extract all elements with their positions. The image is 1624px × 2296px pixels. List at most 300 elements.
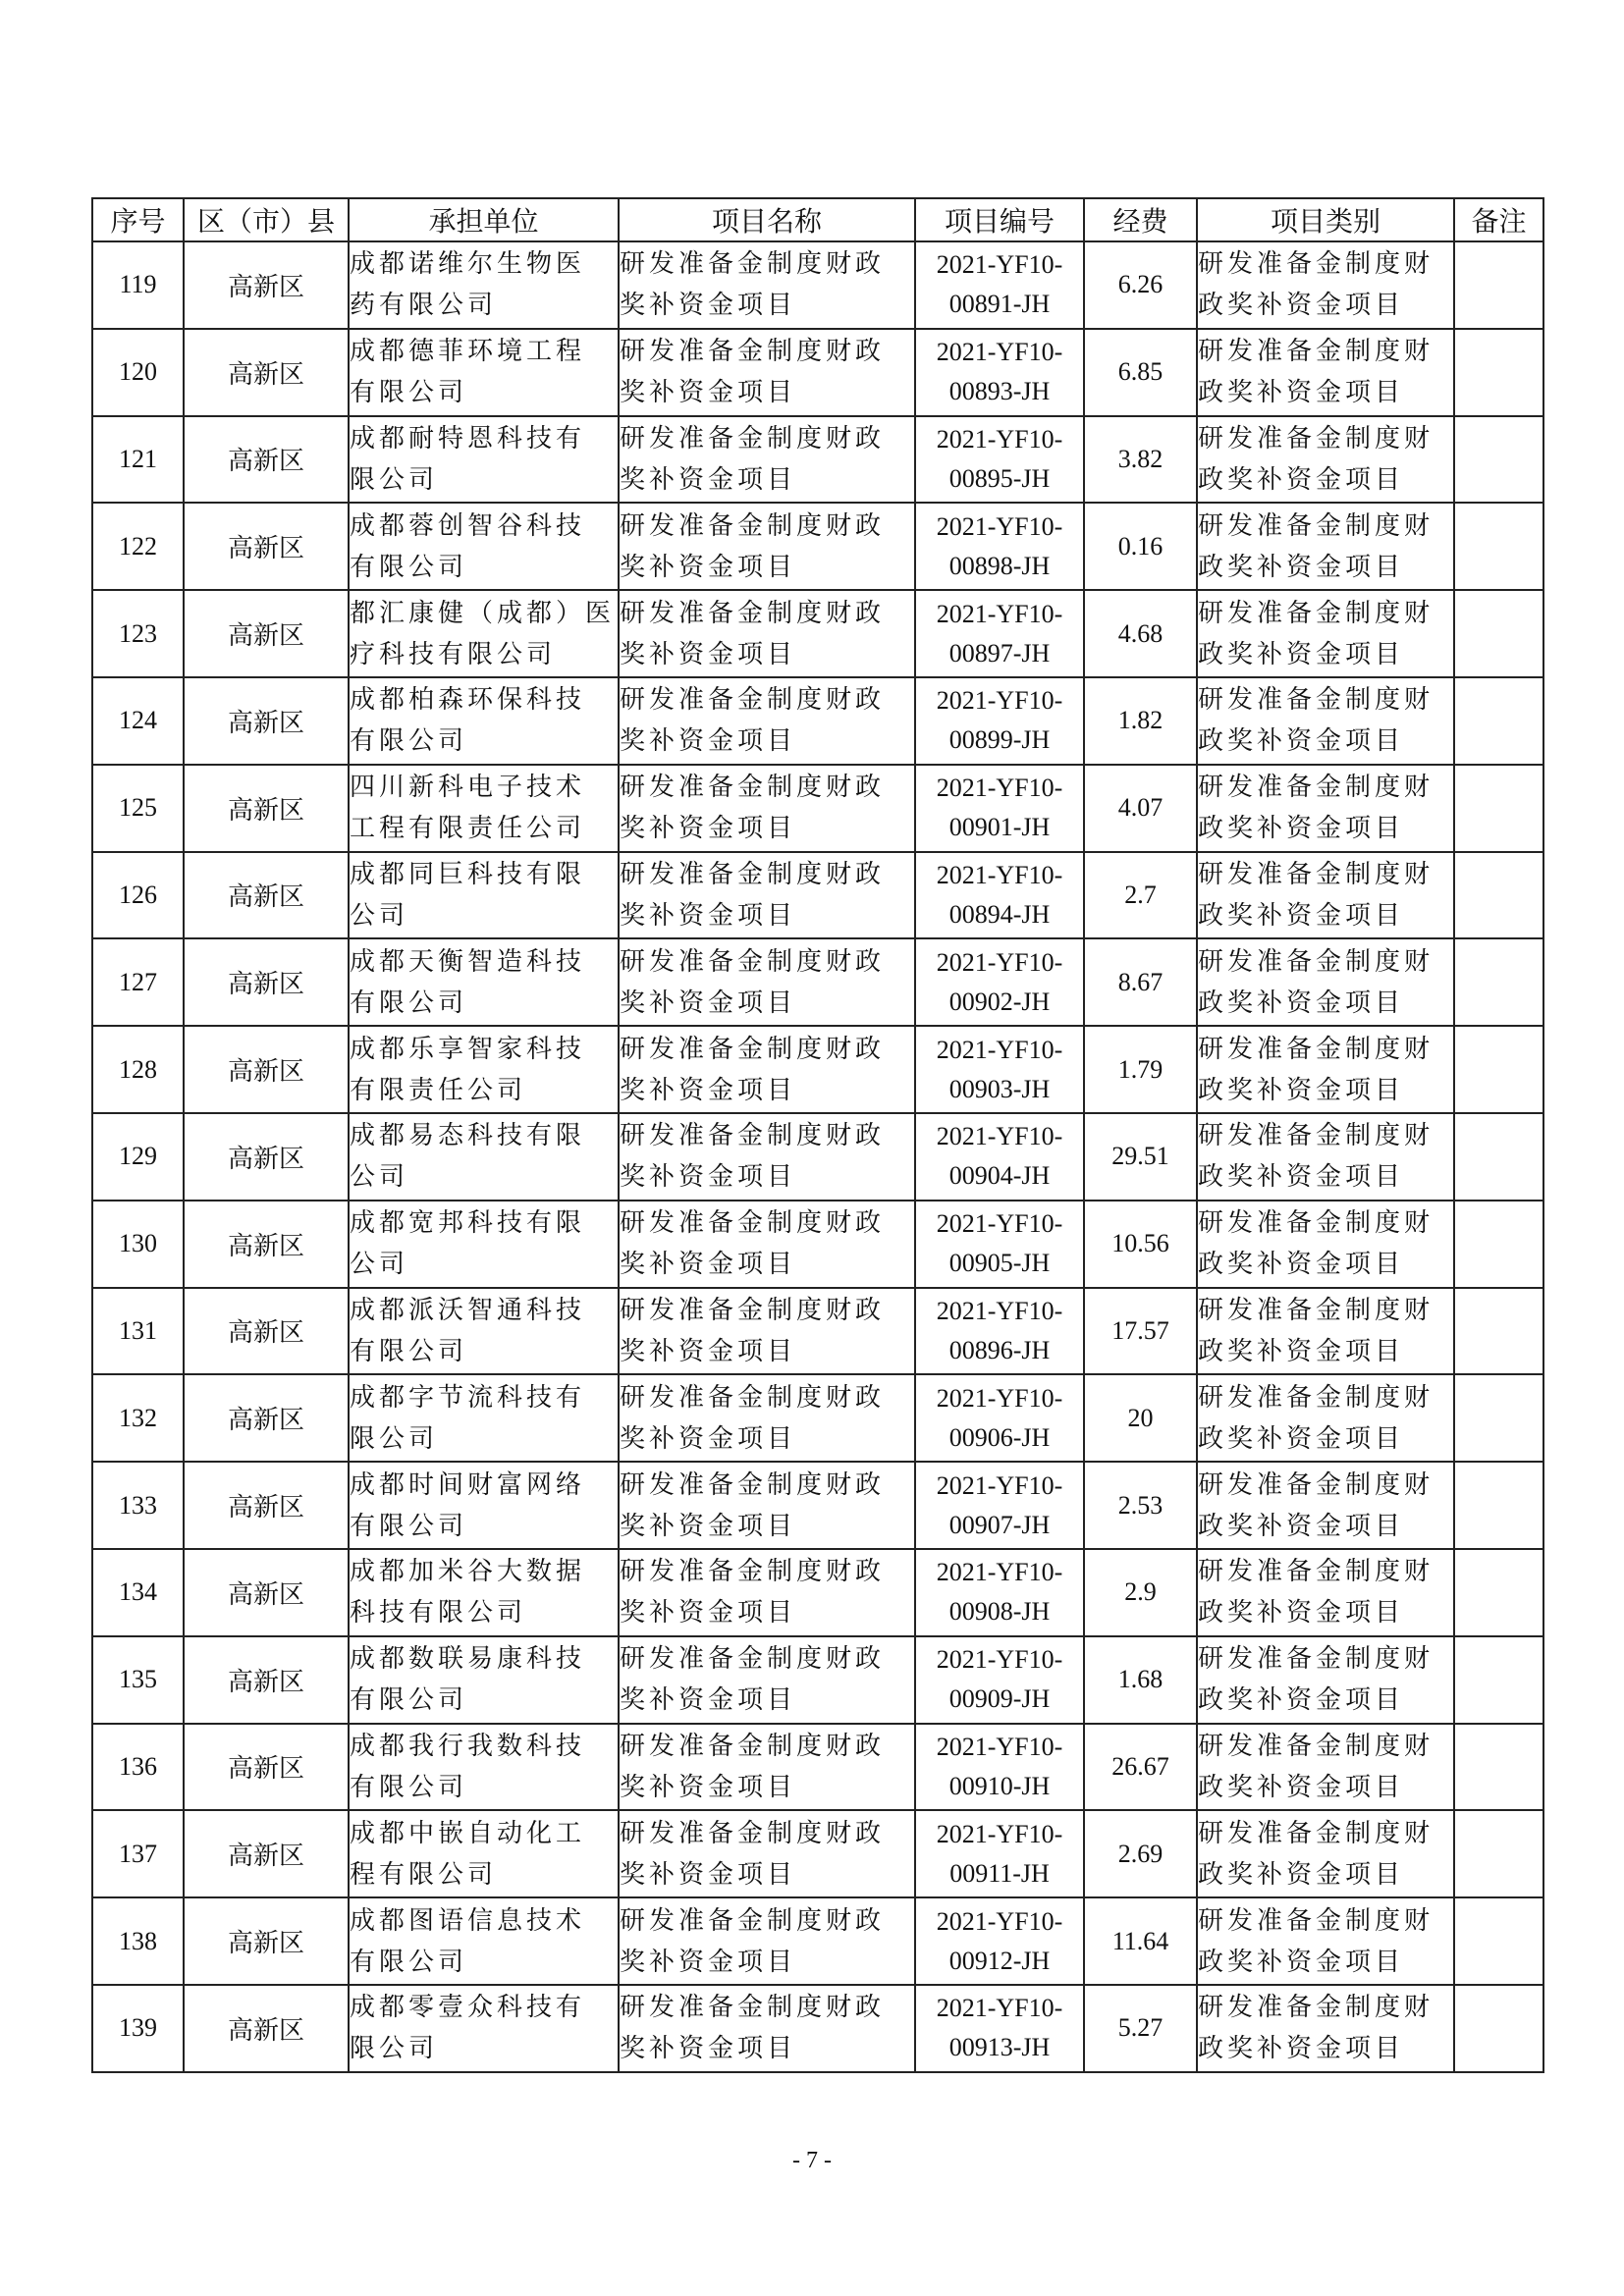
unit-cell: [349, 1462, 619, 1549]
table-row: [92, 1113, 1543, 1201]
remarks-cell: [1454, 1374, 1543, 1462]
project-code-line: 2021-YF10-: [936, 424, 1063, 454]
project-code-cell: [915, 590, 1084, 677]
project-code-cell: [915, 1113, 1084, 1201]
category-line: 政奖补资金项目: [1198, 464, 1405, 495]
unit-line: 都汇康健（成都）医: [350, 598, 616, 628]
unit-line: 有限责任公司: [350, 1075, 527, 1105]
district-cell: 高新区: [184, 1462, 349, 1549]
unit-line: 成都时间财富网络: [350, 1469, 586, 1500]
project-code-line: 00903-JH: [948, 1074, 1051, 1103]
project-code-line: 2021-YF10-: [936, 511, 1063, 541]
project-code-line: 2021-YF10-: [936, 1645, 1063, 1675]
project-code-line: 2021-YF10-: [936, 1296, 1063, 1325]
project-code-cell: [915, 1810, 1084, 1897]
unit-cell: [349, 1897, 619, 1985]
project-name-line: 研发准备金制度财政: [620, 1644, 886, 1675]
table-header-row: [92, 198, 1543, 241]
project-name-line: 研发准备金制度财政: [620, 685, 886, 716]
category-line: 政奖补资金项目: [1198, 552, 1405, 582]
project-code-line: 2021-YF10-: [936, 774, 1063, 803]
district-cell: 高新区: [184, 1985, 349, 2072]
project-code-line: 2021-YF10-: [936, 1732, 1063, 1761]
project-code-line: 00906-JH: [948, 1422, 1051, 1452]
project-code-cell: [915, 1724, 1084, 1811]
remarks-cell: [1454, 1201, 1543, 1288]
project-code-line: 2021-YF10-: [936, 1470, 1063, 1500]
category-line: 政奖补资金项目: [1198, 1250, 1405, 1280]
remarks-cell: [1454, 938, 1543, 1026]
district-cell: 高新区: [184, 1288, 349, 1375]
project-name-cell: [619, 1113, 915, 1201]
project-name-cell: [619, 1724, 915, 1811]
project-name-line: 研发准备金制度财政: [620, 1382, 886, 1413]
remarks-cell: [1454, 1724, 1543, 1811]
unit-cell: [349, 1810, 619, 1897]
project-code-cell: [915, 1549, 1084, 1636]
project-code-cell: [915, 852, 1084, 939]
category-cell: [1197, 1897, 1454, 1985]
unit-cell: [349, 241, 619, 329]
project-code-line: 2021-YF10-: [936, 947, 1063, 977]
unit-cell: [349, 503, 619, 590]
remarks-cell: [1454, 1113, 1543, 1201]
project-code-line: 00911-JH: [949, 1858, 1050, 1888]
project-code-line: 00894-JH: [948, 899, 1051, 929]
remarks-cell: [1454, 765, 1543, 852]
project-name-line: 奖补资金项目: [620, 1511, 797, 1541]
funding-cell: 3.82: [1084, 416, 1197, 504]
project-name-cell: [619, 1462, 915, 1549]
unit-line: 成都字节流科技有: [350, 1382, 586, 1413]
funding-cell: 6.85: [1084, 329, 1197, 416]
funding-cell: 11.64: [1084, 1897, 1197, 1985]
table-row: [92, 1810, 1543, 1897]
seq-cell: 119: [92, 241, 184, 329]
category-line: 政奖补资金项目: [1198, 726, 1405, 757]
funding-cell: 1.82: [1084, 677, 1197, 765]
unit-cell: [349, 677, 619, 765]
seq-cell: 134: [92, 1549, 184, 1636]
unit-cell: [349, 416, 619, 504]
table-row: [92, 1549, 1543, 1636]
category-line: 研发准备金制度财: [1198, 1382, 1435, 1413]
table-row: [92, 241, 1543, 329]
project-name-line: 奖补资金项目: [620, 464, 797, 495]
category-line: 研发准备金制度财: [1198, 1295, 1435, 1325]
unit-line: 有限公司: [350, 1685, 468, 1716]
project-name-cell: [619, 503, 915, 590]
unit-line: 成都宽邦科技有限: [350, 1208, 586, 1239]
funding-cell: 26.67: [1084, 1724, 1197, 1811]
unit-line: 有限公司: [350, 1947, 468, 1977]
project-name-line: 奖补资金项目: [620, 988, 797, 1018]
project-name-line: 研发准备金制度财政: [620, 1034, 886, 1064]
project-name-line: 研发准备金制度财政: [620, 1469, 886, 1500]
project-code-cell: [915, 1897, 1084, 1985]
project-code-line: 2021-YF10-: [936, 599, 1063, 628]
category-line: 研发准备金制度财: [1198, 1905, 1435, 1936]
district-cell: 高新区: [184, 1026, 349, 1113]
project-code-line: 2021-YF10-: [936, 1558, 1063, 1587]
funding-cell: 10.56: [1084, 1201, 1197, 1288]
project-code-line: 00905-JH: [948, 1249, 1051, 1278]
project-name-cell: [619, 1985, 915, 2072]
category-line: 政奖补资金项目: [1198, 291, 1405, 321]
category-line: 研发准备金制度财: [1198, 1208, 1435, 1239]
district-cell: 高新区: [184, 1113, 349, 1201]
project-code-line: 00904-JH: [948, 1161, 1051, 1191]
category-line: 政奖补资金项目: [1198, 2034, 1405, 2064]
unit-line: 有限公司: [350, 1511, 468, 1541]
table-row: [92, 1985, 1543, 2072]
unit-line: 成都我行我数科技: [350, 1731, 586, 1761]
remarks-cell: [1454, 852, 1543, 939]
project-code-line: 2021-YF10-: [936, 1819, 1063, 1848]
unit-cell: [349, 1636, 619, 1724]
district-cell: 高新区: [184, 1810, 349, 1897]
table-row: [92, 938, 1543, 1026]
project-name-cell: [619, 677, 915, 765]
category-cell: [1197, 1810, 1454, 1897]
category-cell: [1197, 677, 1454, 765]
district-cell: 高新区: [184, 765, 349, 852]
header-district: 区（市）县: [184, 198, 349, 241]
table-row: [92, 1374, 1543, 1462]
table-row: [92, 1636, 1543, 1724]
project-name-line: 奖补资金项目: [620, 1250, 797, 1280]
unit-line: 成都易态科技有限: [350, 1121, 586, 1151]
remarks-cell: [1454, 590, 1543, 677]
project-name-line: 研发准备金制度财政: [620, 510, 886, 541]
table-row: [92, 416, 1543, 504]
project-code-line: 00901-JH: [948, 813, 1051, 842]
category-cell: [1197, 765, 1454, 852]
project-name-cell: [619, 1549, 915, 1636]
category-cell: [1197, 1636, 1454, 1724]
category-line: 政奖补资金项目: [1198, 378, 1405, 408]
unit-line: 成都耐特恩科技有: [350, 423, 586, 454]
unit-line: 限公司: [350, 464, 439, 495]
project-code-cell: [915, 1201, 1084, 1288]
project-code-line: 00895-JH: [948, 463, 1051, 493]
category-line: 研发准备金制度财: [1198, 685, 1435, 716]
unit-line: 有限公司: [350, 1772, 468, 1802]
unit-line: 成都乐享智家科技: [350, 1034, 586, 1064]
table-row: [92, 1026, 1543, 1113]
header-funding: 经费: [1084, 198, 1197, 241]
table-row: [92, 590, 1543, 677]
funding-cell: 6.26: [1084, 241, 1197, 329]
category-cell: [1197, 1985, 1454, 2072]
project-name-cell: [619, 329, 915, 416]
unit-line: 有限公司: [350, 1336, 468, 1366]
project-name-line: 奖补资金项目: [620, 1947, 797, 1977]
category-cell: [1197, 1026, 1454, 1113]
project-name-line: 奖补资金项目: [620, 814, 797, 844]
funding-cell: 4.07: [1084, 765, 1197, 852]
project-table: [91, 197, 1544, 2073]
category-line: 政奖补资金项目: [1198, 1511, 1405, 1541]
seq-cell: 125: [92, 765, 184, 852]
project-code-line: 2021-YF10-: [936, 686, 1063, 716]
remarks-cell: [1454, 1985, 1543, 2072]
header-seq: 序号: [92, 198, 184, 241]
category-cell: [1197, 1113, 1454, 1201]
project-code-line: 2021-YF10-: [936, 338, 1063, 367]
project-name-line: 奖补资金项目: [620, 1859, 797, 1890]
remarks-cell: [1454, 241, 1543, 329]
project-code-line: 00893-JH: [948, 377, 1051, 406]
project-code-cell: [915, 241, 1084, 329]
remarks-cell: [1454, 1026, 1543, 1113]
category-line: 政奖补资金项目: [1198, 1423, 1405, 1454]
category-line: 研发准备金制度财: [1198, 1644, 1435, 1675]
remarks-cell: [1454, 416, 1543, 504]
category-cell: [1197, 503, 1454, 590]
category-line: 研发准备金制度财: [1198, 423, 1435, 454]
seq-cell: 128: [92, 1026, 184, 1113]
category-line: 政奖补资金项目: [1198, 1947, 1405, 1977]
remarks-cell: [1454, 503, 1543, 590]
unit-line: 成都柏森环保科技: [350, 685, 586, 716]
funding-cell: 8.67: [1084, 938, 1197, 1026]
category-line: 政奖补资金项目: [1198, 988, 1405, 1018]
seq-cell: 132: [92, 1374, 184, 1462]
unit-line: 疗科技有限公司: [350, 639, 557, 669]
unit-line: 成都加米谷大数据: [350, 1557, 586, 1587]
project-name-line: 奖补资金项目: [620, 552, 797, 582]
district-cell: 高新区: [184, 1897, 349, 1985]
project-name-line: 研发准备金制度财政: [620, 249, 886, 280]
district-cell: 高新区: [184, 1636, 349, 1724]
table-row: [92, 503, 1543, 590]
unit-line: 有限公司: [350, 988, 468, 1018]
project-name-line: 奖补资金项目: [620, 1336, 797, 1366]
unit-cell: [349, 590, 619, 677]
project-code-line: 2021-YF10-: [936, 1994, 1063, 2023]
category-line: 政奖补资金项目: [1198, 1772, 1405, 1802]
unit-line: 成都中嵌自动化工: [350, 1818, 586, 1848]
project-code-cell: [915, 1288, 1084, 1375]
category-line: 政奖补资金项目: [1198, 814, 1405, 844]
district-cell: 高新区: [184, 1201, 349, 1288]
seq-cell: 139: [92, 1985, 184, 2072]
header-category: 项目类别: [1197, 198, 1454, 241]
seq-cell: 130: [92, 1201, 184, 1288]
unit-line: 四川新科电子技术: [350, 773, 586, 803]
category-cell: [1197, 416, 1454, 504]
project-name-line: 研发准备金制度财政: [620, 859, 886, 889]
remarks-cell: [1454, 1636, 1543, 1724]
project-name-line: 研发准备金制度财政: [620, 1208, 886, 1239]
district-cell: 高新区: [184, 503, 349, 590]
remarks-cell: [1454, 1549, 1543, 1636]
project-code-line: 00907-JH: [948, 1510, 1051, 1539]
unit-line: 成都派沃智通科技: [350, 1295, 586, 1325]
project-code-line: 00891-JH: [948, 290, 1051, 319]
category-line: 政奖补资金项目: [1198, 1336, 1405, 1366]
project-name-cell: [619, 1288, 915, 1375]
funding-cell: 0.16: [1084, 503, 1197, 590]
funding-cell: 2.7: [1084, 852, 1197, 939]
project-code-line: 2021-YF10-: [936, 1122, 1063, 1151]
project-name-cell: [619, 416, 915, 504]
project-name-line: 奖补资金项目: [620, 1162, 797, 1193]
project-code-line: 00897-JH: [948, 638, 1051, 667]
category-cell: [1197, 852, 1454, 939]
unit-cell: [349, 1985, 619, 2072]
table-row: [92, 1288, 1543, 1375]
project-name-line: 研发准备金制度财政: [620, 1557, 886, 1587]
seq-cell: 120: [92, 329, 184, 416]
category-line: 研发准备金制度财: [1198, 1469, 1435, 1500]
category-line: 政奖补资金项目: [1198, 1859, 1405, 1890]
category-cell: [1197, 590, 1454, 677]
project-code-line: 00912-JH: [948, 1946, 1051, 1975]
project-code-cell: [915, 1026, 1084, 1113]
category-line: 政奖补资金项目: [1198, 1162, 1405, 1193]
category-line: 研发准备金制度财: [1198, 1818, 1435, 1848]
unit-line: 成都天衡智造科技: [350, 946, 586, 977]
project-name-line: 研发准备金制度财政: [620, 1121, 886, 1151]
unit-line: 药有限公司: [350, 291, 498, 321]
project-name-line: 研发准备金制度财政: [620, 1993, 886, 2023]
project-name-line: 研发准备金制度财政: [620, 598, 886, 628]
project-name-line: 奖补资金项目: [620, 2034, 797, 2064]
project-code-cell: [915, 329, 1084, 416]
category-line: 研发准备金制度财: [1198, 773, 1435, 803]
page-number: - 7 -: [792, 2148, 832, 2173]
unit-line: 有限公司: [350, 378, 468, 408]
project-name-line: 奖补资金项目: [620, 900, 797, 931]
project-name-line: 奖补资金项目: [620, 639, 797, 669]
category-line: 研发准备金制度财: [1198, 1731, 1435, 1761]
unit-line: 成都德菲环境工程: [350, 337, 586, 367]
project-code-cell: [915, 677, 1084, 765]
seq-cell: 127: [92, 938, 184, 1026]
project-code-line: 00899-JH: [948, 725, 1051, 755]
seq-cell: 136: [92, 1724, 184, 1811]
category-line: 政奖补资金项目: [1198, 1075, 1405, 1105]
project-code-line: 2021-YF10-: [936, 1035, 1063, 1064]
seq-cell: 129: [92, 1113, 184, 1201]
category-line: 政奖补资金项目: [1198, 900, 1405, 931]
seq-cell: 137: [92, 1810, 184, 1897]
category-line: 研发准备金制度财: [1198, 510, 1435, 541]
project-name-cell: [619, 1636, 915, 1724]
seq-cell: 135: [92, 1636, 184, 1724]
project-name-line: 研发准备金制度财政: [620, 337, 886, 367]
project-code-cell: [915, 1374, 1084, 1462]
seq-cell: 122: [92, 503, 184, 590]
seq-cell: 123: [92, 590, 184, 677]
header-unit: 承担单位: [349, 198, 619, 241]
header-project-code: 项目编号: [915, 198, 1084, 241]
unit-line: 成都图语信息技术: [350, 1905, 586, 1936]
funding-cell: 1.68: [1084, 1636, 1197, 1724]
category-line: 研发准备金制度财: [1198, 337, 1435, 367]
seq-cell: 124: [92, 677, 184, 765]
category-line: 研发准备金制度财: [1198, 1557, 1435, 1587]
project-name-line: 奖补资金项目: [620, 291, 797, 321]
district-cell: 高新区: [184, 416, 349, 504]
project-code-line: 2021-YF10-: [936, 1906, 1063, 1936]
project-name-line: 奖补资金项目: [620, 1598, 797, 1629]
category-line: 研发准备金制度财: [1198, 946, 1435, 977]
category-line: 研发准备金制度财: [1198, 859, 1435, 889]
district-cell: 高新区: [184, 241, 349, 329]
unit-cell: [349, 1374, 619, 1462]
table-row: [92, 1201, 1543, 1288]
project-name-line: 研发准备金制度财政: [620, 423, 886, 454]
project-name-line: 研发准备金制度财政: [620, 773, 886, 803]
funding-cell: 4.68: [1084, 590, 1197, 677]
project-code-cell: [915, 1636, 1084, 1724]
seq-cell: 121: [92, 416, 184, 504]
unit-cell: [349, 765, 619, 852]
district-cell: 高新区: [184, 590, 349, 677]
district-cell: 高新区: [184, 1724, 349, 1811]
remarks-cell: [1454, 677, 1543, 765]
funding-cell: 5.27: [1084, 1985, 1197, 2072]
project-code-line: 2021-YF10-: [936, 1383, 1063, 1413]
unit-line: 公司: [350, 900, 409, 931]
funding-cell: 29.51: [1084, 1113, 1197, 1201]
unit-line: 成都零壹众科技有: [350, 1993, 586, 2023]
unit-cell: [349, 1026, 619, 1113]
project-name-cell: [619, 938, 915, 1026]
unit-line: 成都蓉创智谷科技: [350, 510, 586, 541]
project-code-cell: [915, 938, 1084, 1026]
remarks-cell: [1454, 1897, 1543, 1985]
project-name-cell: [619, 1810, 915, 1897]
seq-cell: 126: [92, 852, 184, 939]
unit-line: 程有限公司: [350, 1859, 498, 1890]
unit-cell: [349, 938, 619, 1026]
table-row: [92, 1897, 1543, 1985]
header-project-name: 项目名称: [619, 198, 915, 241]
project-code-line: 00910-JH: [948, 1771, 1051, 1800]
unit-line: 限公司: [350, 1423, 439, 1454]
district-cell: 高新区: [184, 1374, 349, 1462]
project-code-line: 00913-JH: [948, 2033, 1051, 2062]
category-line: 研发准备金制度财: [1198, 1993, 1435, 2023]
category-cell: [1197, 1288, 1454, 1375]
unit-cell: [349, 1288, 619, 1375]
unit-line: 公司: [350, 1162, 409, 1193]
project-name-line: 奖补资金项目: [620, 726, 797, 757]
unit-cell: [349, 1549, 619, 1636]
project-name-cell: [619, 1374, 915, 1462]
project-name-cell: [619, 1201, 915, 1288]
district-cell: 高新区: [184, 938, 349, 1026]
remarks-cell: [1454, 1462, 1543, 1549]
project-name-cell: [619, 241, 915, 329]
remarks-cell: [1454, 329, 1543, 416]
project-code-cell: [915, 1462, 1084, 1549]
unit-line: 成都诺维尔生物医: [350, 249, 586, 280]
category-cell: [1197, 938, 1454, 1026]
category-cell: [1197, 329, 1454, 416]
project-name-line: 研发准备金制度财政: [620, 1731, 886, 1761]
project-name-line: 研发准备金制度财政: [620, 946, 886, 977]
category-line: 政奖补资金项目: [1198, 1685, 1405, 1716]
unit-cell: [349, 1201, 619, 1288]
remarks-cell: [1454, 1288, 1543, 1375]
seq-cell: 138: [92, 1897, 184, 1985]
project-code-line: 00902-JH: [948, 987, 1051, 1016]
